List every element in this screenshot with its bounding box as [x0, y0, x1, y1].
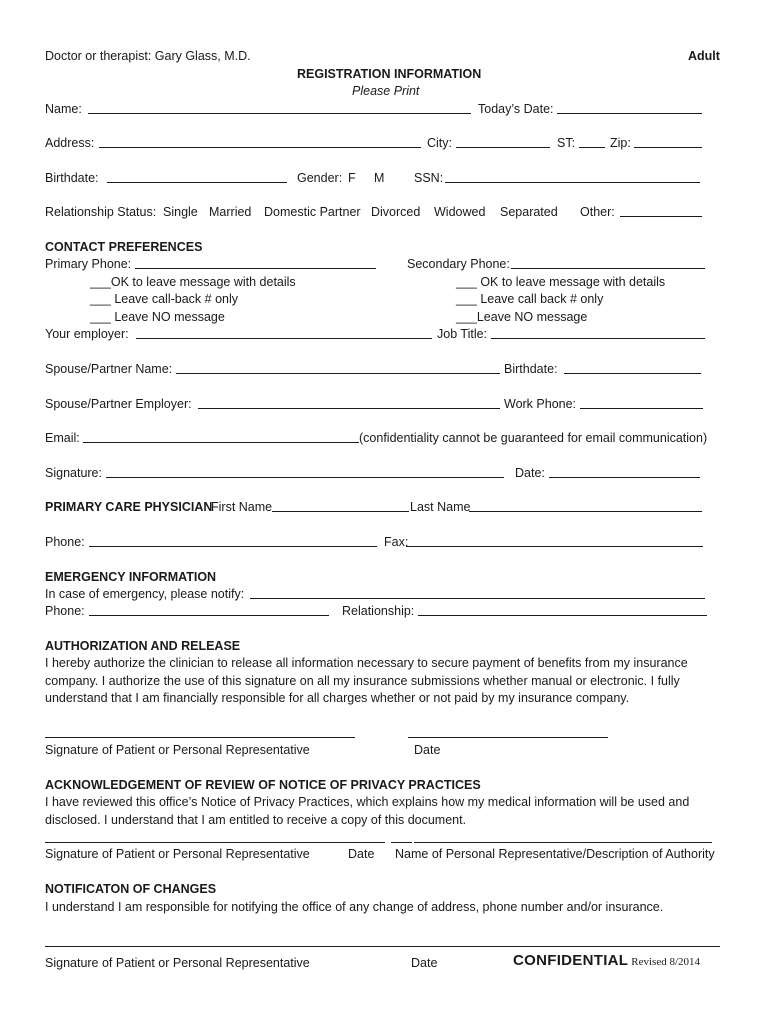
status-option-widowed[interactable]: Widowed: [434, 205, 486, 219]
acknowledgement-rep-name-label: Name of Personal Representative/Description of Authority: [395, 847, 715, 861]
ssn-label: SSN:: [414, 171, 444, 185]
todays-date-label: Today’s Date:: [478, 102, 554, 116]
gender-label: Gender:: [297, 171, 343, 185]
notification-date-label: Date: [411, 956, 438, 970]
emergency-phone-field[interactable]: [89, 615, 329, 616]
email-field[interactable]: [83, 442, 359, 443]
acknowledgement-heading: ACKNOWLEDGEMENT OF REVIEW OF NOTICE OF PRIVACY PRACTICES: [45, 778, 481, 792]
birthdate-field[interactable]: [107, 182, 287, 183]
work-phone-field[interactable]: [580, 408, 703, 409]
employer-label: Your employer:: [45, 327, 129, 341]
confidential-label: CONFIDENTIAL: [513, 952, 629, 969]
authorization-signature-label: Signature of Patient or Personal Representative: [45, 743, 310, 757]
pcp-heading: PRIMARY CARE PHYSICIAN: [45, 500, 213, 514]
acknowledgement-rep-name-field[interactable]: [414, 842, 712, 843]
job-title-label: Job Title:: [437, 327, 488, 341]
authorization-text: I hereby authorize the clinician to release all information necessary to secure payment of benefits from my insurance company. I authorize the use of this signature on all my insurance submissions whether manual or electronic. I fully understand that I am financially responsible for all charges whether or not paid by my insurance company.: [45, 656, 688, 705]
spouse-employer-label: Spouse/Partner Employer:: [45, 397, 192, 411]
spouse-birthdate-field[interactable]: [564, 373, 701, 374]
secondary-phone-field[interactable]: [511, 268, 705, 269]
pcp-first-name-field[interactable]: [272, 511, 409, 512]
emergency-notify-label: In case of emergency, please notify:: [45, 587, 245, 601]
footer: [513, 953, 700, 970]
contact-preferences-heading: CONTACT PREFERENCES: [45, 240, 203, 254]
st-label: ST:: [557, 136, 576, 150]
birthdate-label: Birthdate:: [45, 171, 99, 185]
form-subtitle: Please Print: [352, 84, 420, 98]
notification-signature-line[interactable]: [45, 946, 720, 947]
spouse-name-label: Spouse/Partner Name:: [45, 362, 173, 376]
primary-option-no-message[interactable]: ___ Leave NO message: [90, 310, 225, 324]
zip-field[interactable]: [634, 147, 702, 148]
primary-phone-label: Primary Phone:: [45, 257, 132, 271]
notification-text: I understand I am responsible for notifying the office of any change of address, phone number and/or insurance.: [45, 900, 664, 914]
pcp-last-name-field[interactable]: [469, 511, 702, 512]
status-option-single[interactable]: Single: [163, 205, 198, 219]
emergency-relationship-label: Relationship:: [342, 604, 415, 618]
notification-signature-label: Signature of Patient or Personal Representative: [45, 956, 310, 970]
city-field[interactable]: [456, 147, 550, 148]
address-label: Address:: [45, 136, 95, 150]
pcp-first-name-label: First Name: [211, 500, 273, 514]
spouse-employer-field[interactable]: [198, 408, 500, 409]
authorization-date-label: Date: [414, 743, 441, 757]
status-other-label: Other:: [580, 205, 615, 219]
acknowledgement-signature-label: Signature of Patient or Personal Representative: [45, 847, 310, 861]
emergency-notify-field[interactable]: [250, 598, 705, 599]
acknowledgement-signature-field[interactable]: [45, 842, 385, 843]
email-confidentiality-note: (confidentiality cannot be guaranteed for email communication): [359, 431, 708, 445]
todays-date-field[interactable]: [557, 113, 702, 114]
ssn-field[interactable]: [445, 182, 700, 183]
job-title-field[interactable]: [491, 338, 705, 339]
signature-field[interactable]: [106, 477, 504, 478]
secondary-phone-label: Secondary Phone:: [407, 257, 510, 271]
primary-option-callback-only[interactable]: ___ Leave call-back # only: [90, 292, 239, 306]
notification-heading: NOTIFICATON OF CHANGES: [45, 882, 217, 896]
work-phone-label: Work Phone:: [504, 397, 577, 411]
form-title: REGISTRATION INFORMATION: [297, 67, 482, 81]
authorization-date-field[interactable]: [408, 737, 608, 738]
status-option-divorced[interactable]: Divorced: [371, 205, 421, 219]
primary-phone-field[interactable]: [135, 268, 376, 269]
status-other-field[interactable]: [620, 216, 702, 217]
secondary-option-ok-details[interactable]: ___ OK to leave message with details: [456, 275, 666, 289]
gender-option-m[interactable]: M: [374, 171, 385, 185]
pcp-fax-field[interactable]: [406, 546, 703, 547]
acknowledgement-text: I have reviewed this office’s Notice of Privacy Practices, which explains how my medical information will be used and disclosed. I understand that I am entitled to receive a copy of this document.: [45, 795, 690, 827]
emergency-relationship-field[interactable]: [418, 615, 707, 616]
emergency-phone-label: Phone:: [45, 604, 85, 618]
pcp-fax-label: Fax:: [384, 535, 409, 549]
relationship-status-label: Relationship Status:: [45, 205, 157, 219]
name-field[interactable]: [88, 113, 471, 114]
status-option-domestic-partner[interactable]: Domestic Partner: [264, 205, 361, 219]
address-field[interactable]: [99, 147, 421, 148]
adult-label: Adult: [688, 49, 720, 63]
email-label: Email:: [45, 431, 80, 445]
zip-label: Zip:: [610, 136, 631, 150]
authorization-heading: AUTHORIZATION AND RELEASE: [45, 639, 241, 653]
status-option-married[interactable]: Married: [209, 205, 252, 219]
authorization-signature-field[interactable]: [45, 737, 355, 738]
employer-field[interactable]: [136, 338, 432, 339]
primary-option-ok-details[interactable]: ___OK to leave message with details: [90, 275, 296, 289]
signature-label: Signature:: [45, 466, 102, 480]
pcp-last-name-label: Last Name: [410, 500, 471, 514]
gender-option-f[interactable]: F: [348, 171, 356, 185]
city-label: City:: [427, 136, 452, 150]
revised-date: Revised 8/2014: [631, 956, 701, 968]
spouse-birthdate-label: Birthdate:: [504, 362, 558, 376]
pcp-phone-label: Phone:: [45, 535, 85, 549]
doctor-line: Doctor or therapist: Gary Glass, M.D.: [45, 49, 251, 63]
spouse-name-field[interactable]: [176, 373, 500, 374]
pcp-phone-field[interactable]: [89, 546, 377, 547]
signature-date-label: Date:: [515, 466, 545, 480]
emergency-heading: EMERGENCY INFORMATION: [45, 570, 217, 584]
status-option-separated[interactable]: Separated: [500, 205, 558, 219]
acknowledgement-date-label: Date: [348, 847, 375, 861]
name-label: Name:: [45, 102, 82, 116]
secondary-option-callback-only[interactable]: ___ Leave call back # only: [456, 292, 604, 306]
acknowledgement-date-field[interactable]: [391, 842, 412, 843]
secondary-option-no-message[interactable]: ___Leave NO message: [456, 310, 588, 324]
signature-date-field[interactable]: [549, 477, 700, 478]
st-field[interactable]: [579, 147, 605, 148]
